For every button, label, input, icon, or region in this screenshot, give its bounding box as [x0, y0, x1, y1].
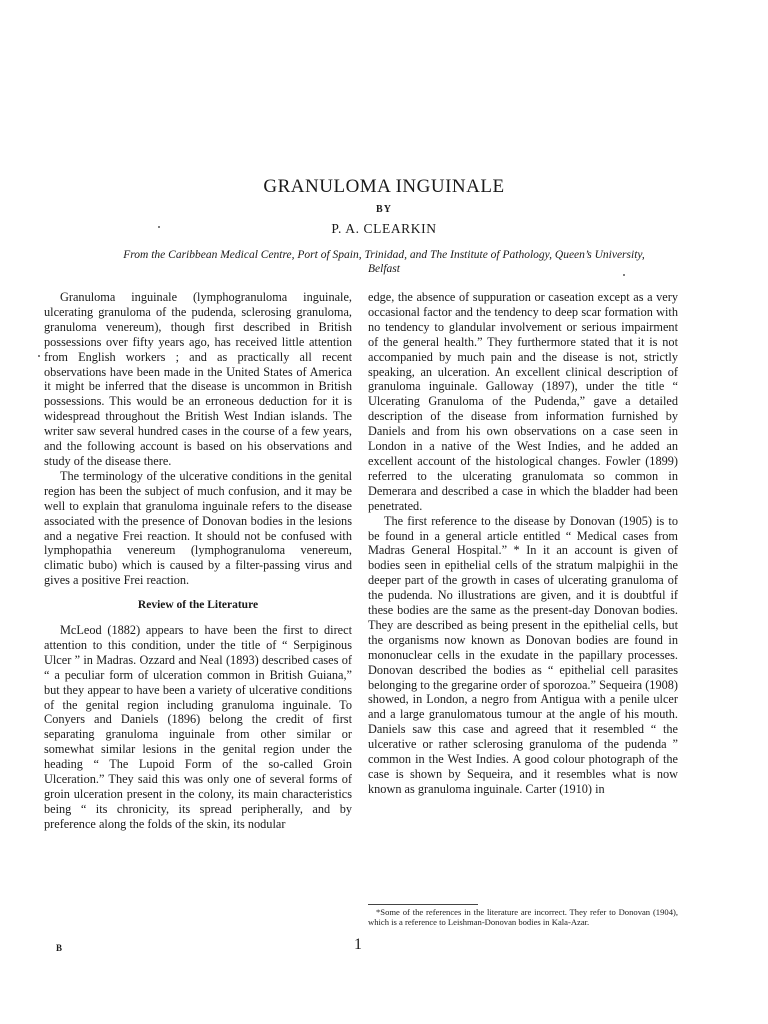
signature-mark: B — [56, 943, 63, 953]
scan-speck — [158, 226, 160, 228]
footnote: *Some of the references in the literature are incorrect. They refer to Donovan (1904), which is a reference to Leishman-Donovan bodies in Kala-Azar. — [368, 907, 678, 927]
author-name: P. A. CLEARKIN — [331, 221, 437, 236]
left-column — [44, 290, 352, 832]
body-paragraph: McLeod (1882) appears to have been the first to direct attention to this condition, under the title of “ Serpiginous Ulcer ” in Madras. Ozzard and Neal (1893) described cases of “ a peculiar form of ulceration common in British Guiana,” but they appear to have been a variety of ulcerative conditions of the genital region including granuloma inguinale. To Conyers and Daniels (1896) belong the credit of first separating granuloma inguinale from other similar or somewhat similar lesions in the genital region under the heading “ The Lupoid Form of the so-called Groin Ulceration.” They said this was only one of several forms of groin ulceration present in the colony, its main characteristics being “ its chronicity, its spread peripherally, and by preference along the folds of the skin, its nodular — [44, 623, 352, 831]
footnote-divider — [368, 904, 478, 905]
body-paragraph: The first reference to the disease by Donovan (1905) is to be found in a general article entitled “ Medical cases from Madras General Hospital.” * In it an account is given of bodies seen in epithelial cells of the stratum malpighii in the deeper part of the growth in cases of ulcerating granuloma of the pudenda. No illustrations are given, and it is doubtful if these bodies are the same as the present-day Donovan bodies. They are described as being present in the epithelial cells, but the organisms now known as Donovan bodies are found in mononuclear cells in the exudate in the papillary processes. Donovan described the bodies as “ epithelial cell parasites belonging to the gregarine order of sporozoa.” Sequeira (1908) showed, in London, a negro from Antigua with a penile ulcer and a large granulomatous tumour at the angle of his mouth. Daniels saw this case and agreed that it resembled “ the ulcerative or rather sclerosing granuloma of the pudenda ” common in the West Indies. A good colour photograph of the case is shown by Sequeira, and it resembles what is now known as granuloma inguinale. Carter (1910) in — [368, 513, 678, 796]
section-heading: Review of the Literature — [137, 599, 259, 612]
body-paragraph: The terminology of the ulcerative conditions in the genital region has been the subject of much confusion, and it may be well to explain that granuloma inguinale refers to the disease associated with the presence of Donovan bodies in the lesions and a negative Frei reaction. It should not be confused with lymphopathia venereum (lymphogranuloma venereum, climatic bubo) which is caused by a filter-passing virus and gives a positive Frei reaction. — [44, 468, 352, 588]
author-affiliation: From the Caribbean Medical Centre, Port of Spain, Trinidad, and The Institute of Pathology, Queen’s University, Belfast — [123, 249, 645, 275]
body-paragraph: edge, the absence of suppuration or caseation except as a very occasional factor and the tendency to deep scar formation with no tendency to glandular involvement or serious impairment of the general health.” They furthermore stated that it is not accompanied by much pain and the disease is not, strictly speaking, an ulceration. An excellent clinical description of granuloma inguinale. Galloway (1897), under the title “ Ulcerating Granuloma of the Pudenda,” gave a detailed description of the disease from information furnished by Daniels and from his own observations on a case seen in London in a native of the West Indies, and he added an excellent account of the histological changes. Fowler (1899) referred to the ulcerating granulomata so common in Demerara and described a case in which the bladder had been penetrated. — [368, 290, 678, 513]
byline: BY — [376, 204, 392, 215]
scan-speck — [623, 274, 625, 276]
body-paragraph: Granuloma inguinale (lymphogranuloma inguinale, ulcerating granuloma of the pudenda, sclerosing granuloma, granuloma venereum), though first described in British possessions over fifty years ago, has received little attention from English workers ; and as practically all recent observations have been made in the United States of America it might be inferred that the disease is uncommon in British possessions. This would be an erroneous deduction for it is widespread throughout the British West Indian islands. The writer saw several hundred cases in the course of a few years, and the following account is based on his observations and study of the disease there. — [44, 290, 352, 468]
page-number: 1 — [354, 936, 362, 953]
article-title: GRANULOMA INGUINALE — [263, 176, 505, 197]
scan-speck — [38, 355, 40, 357]
right-column — [368, 290, 678, 797]
